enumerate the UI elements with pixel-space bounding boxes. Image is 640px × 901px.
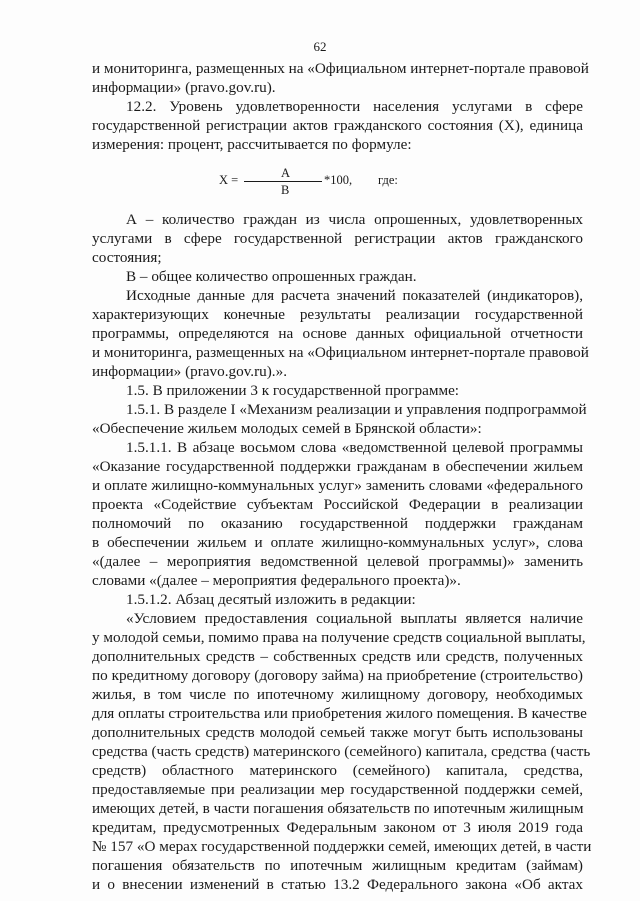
text-line: информации» (pravo.gov.ru).».	[92, 363, 287, 380]
text-line: характеризующих конечные результаты реализации государственной	[92, 306, 583, 323]
text-line: в обеспечении жильем и оплате жилищно-коммунальных услуг», слова	[92, 534, 583, 551]
text-line: по кредитному договору (договору займа) на приобретение (строительство)	[92, 667, 583, 684]
page-number: 62	[313, 39, 327, 54]
text-line: государственной регистрации актов гражданского состояния (X), единица	[92, 117, 583, 134]
text-line: «Обеспечение жильем молодых семей в Брянской области»:	[92, 420, 482, 437]
text-line: «Оказание государственной поддержки гражданам в обеспечении жильем	[92, 458, 583, 475]
text-line: состояния;	[92, 249, 162, 266]
text-line: услугами в сфере государственной регистрации актов гражданского	[92, 230, 583, 247]
formula-where: где:	[378, 173, 398, 187]
text-line: «Условием предоставления социальной выплаты является наличие	[126, 610, 583, 627]
text-line: словами «(далее – мероприятия федерального проекта)».	[92, 572, 461, 589]
text-line: Исходные данные для расчета значений показателей (индикаторов),	[126, 287, 583, 304]
formula-denominator: B	[281, 183, 290, 197]
text-line: для оплаты строительства или приобретения жилого помещения. В качестве	[92, 705, 587, 722]
text-line: имеющих детей, в части погашения обязательств по ипотечным жилищным	[92, 800, 584, 817]
text-line: жилья, в том числе по ипотечному жилищному договору, необходимых	[92, 686, 583, 703]
text-line: 1.5.1.1. В абзаце восьмом слова «ведомственной целевой программы	[126, 439, 583, 456]
text-line: программы, определяются на основе данных официальной отчетности	[92, 325, 583, 342]
formula-multiplier: *100,	[324, 173, 353, 187]
text-line: В – общее количество опрошенных граждан.	[126, 268, 417, 285]
text-line: дополнительных средств молодой семьей также могут быть использованы	[92, 724, 583, 741]
fraction-bar	[244, 181, 322, 182]
text-line: 12.2. Уровень удовлетворенности населения услугами в сфере	[126, 98, 583, 115]
text-line: проекта «Содействие субъектам Российской Федерации в реализации	[92, 496, 583, 513]
text-line: и оплате жилищно-коммунальных услуг» заменить словами «федерального	[92, 477, 583, 494]
text-line: и о внесении изменений в статью 13.2 Федерального закона «Об актах	[92, 876, 583, 893]
text-line: «(далее – мероприятия ведомственной целевой программы)» заменить	[92, 553, 583, 570]
text-line: средств) областного материнского (семейного) капитала, средства,	[92, 762, 583, 779]
formula-lhs: X =	[219, 173, 239, 187]
text-line: измерения: процент, рассчитывается по формуле:	[92, 136, 412, 153]
text-line: 1.5.1. В разделе I «Механизм реализации и управления подпрограммой	[126, 401, 587, 418]
text-line: дополнительных средств – собственных средств или средств, полученных	[92, 648, 583, 665]
formula-numerator: A	[281, 166, 291, 180]
text-line: у молодой семьи, помимо права на получение средств социальной выплаты,	[92, 629, 586, 646]
text-line: 1.5.1.2. Абзац десятый изложить в редакции:	[126, 591, 416, 608]
text-line: кредитам, предусмотренных Федеральным законом от 3 июля 2019 года	[92, 819, 583, 836]
text-line: полномочий по оказанию государственной поддержки гражданам	[92, 515, 583, 532]
text-line: А – количество граждан из числа опрошенных, удовлетворенных	[126, 211, 583, 228]
text-line: и мониторинга, размещенных на «Официальном интернет-портале правовой	[92, 60, 589, 77]
text-line: средства (часть средств) материнского (семейного) капитала, средства (часть	[92, 743, 591, 760]
text-line: № 157 «О мерах государственной поддержки семей, имеющих детей, в части	[92, 838, 592, 855]
text-line: предоставляемые при реализации мер государственной поддержки семей,	[92, 781, 583, 798]
formula	[0, 165, 640, 197]
text-line: информации» (pravo.gov.ru).	[92, 79, 276, 96]
text-line: и мониторинга, размещенных на «Официальном интернет-портале правовой	[92, 344, 589, 361]
text-line: 1.5. В приложении 3 к государственной программе:	[126, 382, 460, 399]
text-line: погашения обязательств по ипотечным жилищным кредитам (займам)	[92, 857, 583, 874]
